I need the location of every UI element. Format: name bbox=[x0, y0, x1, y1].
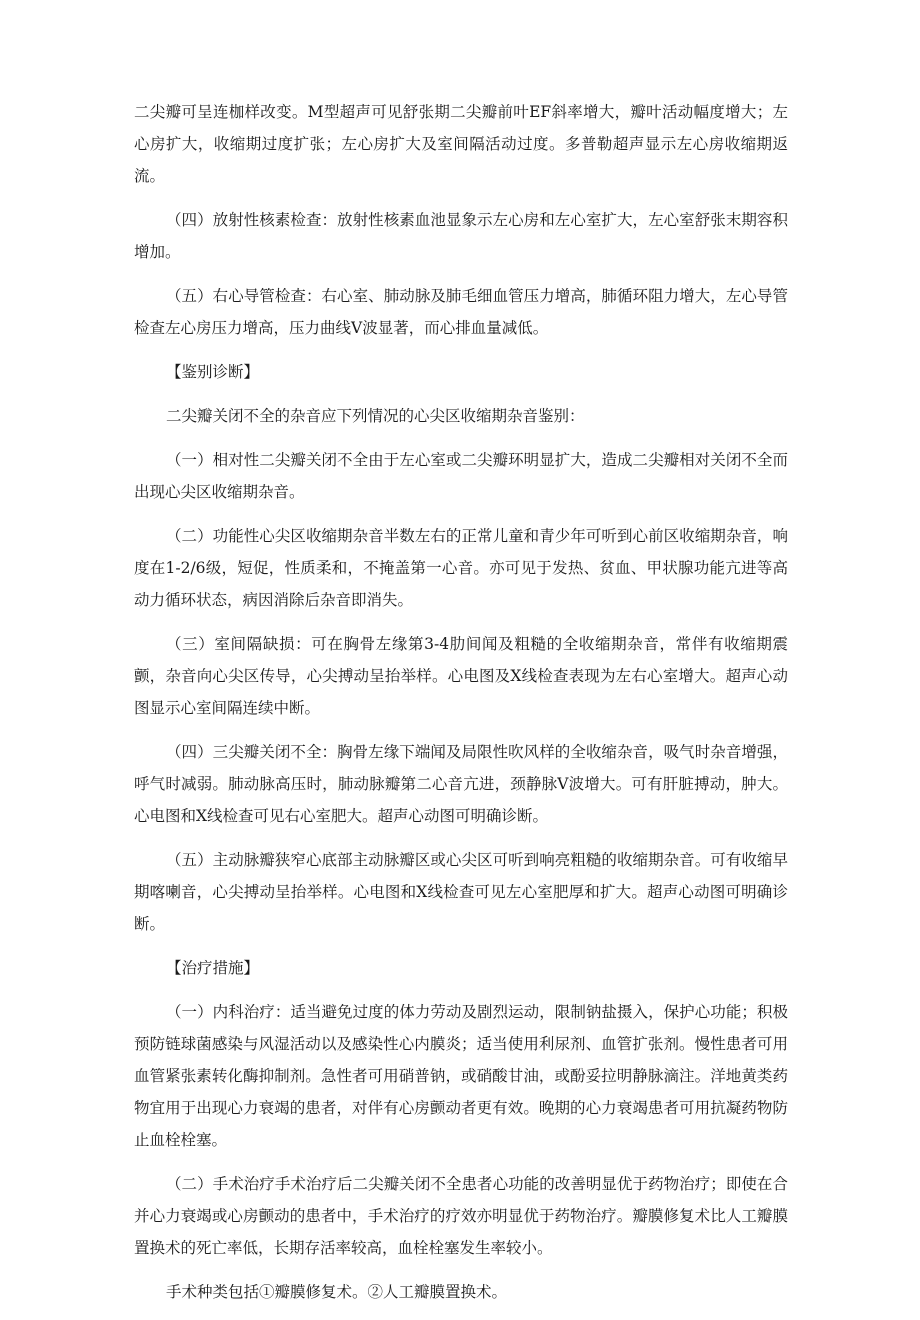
differential-intro-paragraph: 二尖瓣关闭不全的杂音应下列情况的心尖区收缩期杂音鉴别： bbox=[166, 407, 585, 425]
document-page bbox=[134, 96, 788, 1320]
differential-item: （五）主动脉瓣狭窄心底部主动脉瓣区或心尖区可听到响亮粗糙的收缩期杂音。可有收缩早期喀喇音，心尖搏动呈抬举样。心电图和X线检查可见左心室肥厚和扩大。超声心动图可明确诊断。 bbox=[134, 851, 788, 933]
treatment-item: （一）内科治疗：适当避免过度的体力劳动及剧烈运动，限制钠盐摄入，保护心功能；积极预防链球菌感染与风湿活动以及感染性心内膜炎；适当使用利尿剂、血管扩张剂。慢性患者可用血管紧张素转化酶抑制剂。急性者可用硝普钠，或硝酸甘油，或酚妥拉明静脉滴注。洋地黄类药物宜用于出现心力衰竭的患者，对伴有心房颤动者更有效。晚期的心力衰竭患者可用抗凝药物防止血栓栓塞。 bbox=[134, 1003, 788, 1149]
continuation-paragraph: 二尖瓣可呈连枷样改变。M型超声可见舒张期二尖瓣前叶EF斜率增大，瓣叶活动幅度增大；左心房扩大，收缩期过度扩张；左心房扩大及室间隔活动过度。多普勒超声显示左心房收缩期返流。 bbox=[134, 103, 788, 185]
differential-item: （一）相对性二尖瓣关闭不全由于左心室或二尖瓣环明显扩大，造成二尖瓣相对关闭不全而出现心尖区收缩期杂音。 bbox=[134, 451, 788, 501]
treatment-item: （二）手术治疗手术治疗后二尖瓣关闭不全患者心功能的改善明显优于药物治疗；即使在合并心力衰竭或心房颤动的患者中，手术治疗的疗效亦明显优于药物治疗。瓣膜修复术比人工瓣膜置换术的死亡率低，长期存活率较高，血栓栓塞发生率较小。 bbox=[134, 1175, 788, 1257]
differential-diagnosis-heading: 【鉴别诊断】 bbox=[166, 363, 260, 381]
exam-radionuclide-paragraph: （四）放射性核素检查：放射性核素血池显象示左心房和左心室扩大，左心室舒张末期容积增加。 bbox=[134, 211, 788, 261]
differential-item: （四）三尖瓣关闭不全：胸骨左缘下端闻及局限性吹风样的全收缩杂音，吸气时杂音增强，呼气时减弱。肺动脉高压时，肺动脉瓣第二心音亢进，颈静脉V波增大。可有肝脏搏动，肿大。心电图和X线检查可见右心室肥大。超声心动图可明确诊断。 bbox=[134, 743, 788, 825]
treatment-heading: 【治疗措施】 bbox=[166, 959, 260, 977]
surgery-types-paragraph: 手术种类包括①瓣膜修复术。②人工瓣膜置换术。 bbox=[166, 1283, 508, 1301]
exam-right-heart-catheter-paragraph: （五）右心导管检查：右心室、肺动脉及肺毛细血管压力增高，肺循环阻力增大，左心导管检查左心房压力增高，压力曲线V波显著，而心排血量减低。 bbox=[134, 287, 788, 337]
differential-item: （二）功能性心尖区收缩期杂音半数左右的正常儿童和青少年可听到心前区收缩期杂音，响度在1-2/6级，短促，性质柔和，不掩盖第一心音。亦可见于发热、贫血、甲状腺功能亢进等高动力循环状态，病因消除后杂音即消失。 bbox=[134, 527, 788, 609]
differential-item: （三）室间隔缺损：可在胸骨左缘第3-4肋间闻及粗糙的全收缩期杂音，常伴有收缩期震颤，杂音向心尖区传导，心尖搏动呈抬举样。心电图及X线检查表现为左右心室增大。超声心动图显示心室间隔连续中断。 bbox=[134, 635, 788, 717]
